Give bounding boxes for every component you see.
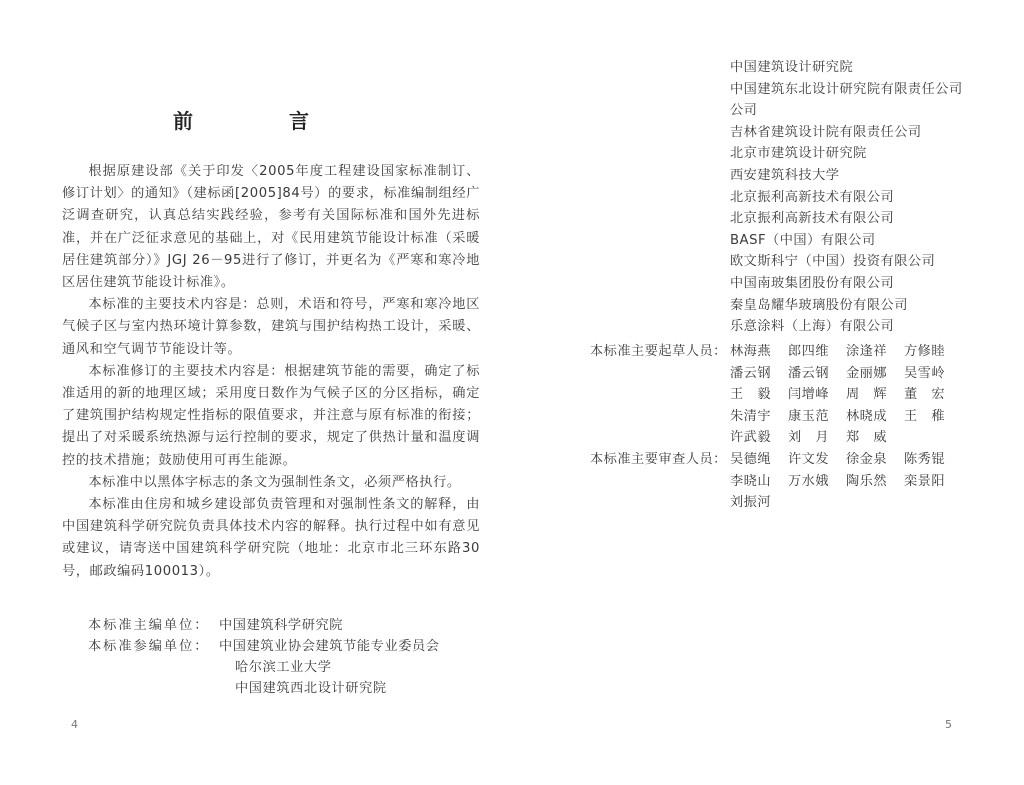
person-name: 李晓山 (730, 473, 772, 489)
person-name: 栾景阳 (904, 473, 946, 489)
organization-item: 北京市建筑设计研究院 (730, 146, 867, 162)
chief-editor-label: 本标准主编单位： (88, 618, 210, 633)
person-name: 王 毅 (730, 387, 772, 403)
chief-editor-row (62, 615, 492, 636)
preface-body (62, 161, 480, 583)
preface-paragraph: 本标准由住房和城乡建设部负责管理和对强制性条文的解释，由中国建筑科学研究院负责具体技术内容的解释。执行过程中如有意见或建议，请寄送中国建筑科学研究院（地址：北京市北三环东路30号，邮政编码100013）。 (62, 497, 480, 579)
right-page (512, 0, 1024, 785)
organization-item: 乐意涂料（上海）有限公司 (730, 319, 895, 335)
person-name: 许文发 (788, 451, 830, 467)
reviewers-label: 本标准主要审查人员： (590, 451, 727, 467)
person-name: 闫增峰 (788, 387, 830, 403)
person-name (904, 492, 960, 514)
participating-organizations (730, 57, 980, 338)
person-name: 潘云钢 (788, 365, 830, 381)
chief-editor-value: 中国建筑科学研究院 (219, 618, 344, 633)
person-name (846, 492, 902, 514)
organization-item: 北京振利高新技术有限公司 (730, 189, 895, 205)
page-title: 前 言 (173, 109, 347, 133)
drafters-names (730, 341, 990, 449)
person-name: 林海燕 (730, 344, 772, 359)
co-editor-label: 本标准参编单位： (88, 639, 210, 654)
reviewers-names (730, 449, 990, 514)
organization-item: 秦皇岛耀华玻璃股份有限公司 (730, 297, 908, 313)
person-name: 陈秀锟 (904, 451, 946, 467)
preface-paragraph: 根据原建设部《关于印发〈2005年度工程建设国家标准制订、修订计划〉的通知》（建标函[2005]84号）的要求，标准编制组经广泛调查研究，认真总结实践经验，参考有关国际标准和国外先进标准，并在广泛征求意见的基础上，对《民用建筑节能设计标准（采暖居住建筑部分）》JGJ 26－95进行了修订，并更名为《严寒和寒冷地区居住建筑节能设计标准》。 (62, 164, 480, 291)
person-name: 郎四维 (788, 344, 830, 359)
person-name: 许武毅 (730, 430, 772, 446)
person-name: 康玉范 (788, 408, 830, 424)
person-name: 潘云钢 (730, 365, 772, 381)
organization-item: 中国建筑东北设计研究院有限责任公司 (730, 81, 963, 97)
organization-item: 北京振利高新技术有限公司 (730, 211, 895, 227)
person-name: 万水娥 (788, 473, 830, 489)
person-name: 周 辉 (846, 387, 888, 403)
organization-item: 吉林省建筑设计院有限责任公司 (730, 124, 922, 140)
organization-item: 中国建筑设计研究院 (730, 60, 854, 75)
person-name: 刘振河 (730, 495, 772, 511)
person-name: 林晓成 (846, 408, 888, 424)
page-number-left: 4 (71, 718, 78, 731)
person-name: 王 稚 (904, 408, 946, 424)
preface-paragraph: 本标准的主要技术内容是：总则，术语和符号，严寒和寒冷地区气候子区与室内热环境计算参数，建筑与围护结构热工设计，采暖、通风和空气调节节能设计等。 (62, 297, 480, 357)
person-name: 陶乐然 (846, 473, 888, 489)
person-name: 郑 威 (846, 430, 888, 446)
editing-units (62, 615, 492, 699)
drafters-label: 本标准主要起草人员： (590, 344, 727, 359)
reviewers-group (590, 449, 990, 514)
page-number-right: 5 (945, 718, 952, 731)
preface-paragraph: 本标准中以黑体字标志的条文为强制性条文，必须严格执行。 (88, 474, 461, 490)
person-name: 方修睦 (904, 344, 946, 359)
person-name: 金丽娜 (846, 365, 888, 381)
organization-item: BASF（中国）有限公司 (730, 232, 876, 248)
co-editor-value: 中国建筑西北设计研究院 (235, 681, 387, 696)
person-name: 吴雪岭 (904, 365, 946, 381)
person-name (788, 492, 844, 514)
person-name: 徐金泉 (846, 451, 888, 467)
personnel-lists (590, 341, 990, 514)
organization-item: 西安建筑科技大学 (730, 167, 840, 183)
person-name: 刘 月 (788, 430, 830, 446)
person-name (904, 427, 960, 449)
organization-item: 中国南玻集团股份有限公司 (730, 275, 895, 291)
drafters-group (590, 341, 990, 449)
co-editor-value: 中国建筑业协会建筑节能专业委员会 (219, 639, 440, 654)
person-name: 涂逢祥 (846, 344, 888, 359)
organization-item: 欧文斯科宁（中国）投资有限公司 (730, 254, 936, 270)
co-editor-row (62, 636, 492, 657)
co-editor-value: 哈尔滨工业大学 (235, 660, 332, 675)
organization-item: 公司 (730, 103, 758, 119)
person-name: 董 宏 (904, 387, 946, 403)
person-name: 朱清宇 (730, 408, 772, 424)
preface-paragraph: 本标准修订的主要技术内容是：根据建筑节能的需要，确定了标准适用的新的地理区域；采用度日数作为气候子区的分区指标，确定了建筑围护结构规定性指标的限值要求，并注意与原有标准的衔接；提出了对采暖系统热源与运行控制的要求，规定了供热计量和温度调控的技术措施；鼓励使用可再生能源。 (62, 363, 480, 468)
person-name: 吴德绳 (730, 451, 772, 467)
